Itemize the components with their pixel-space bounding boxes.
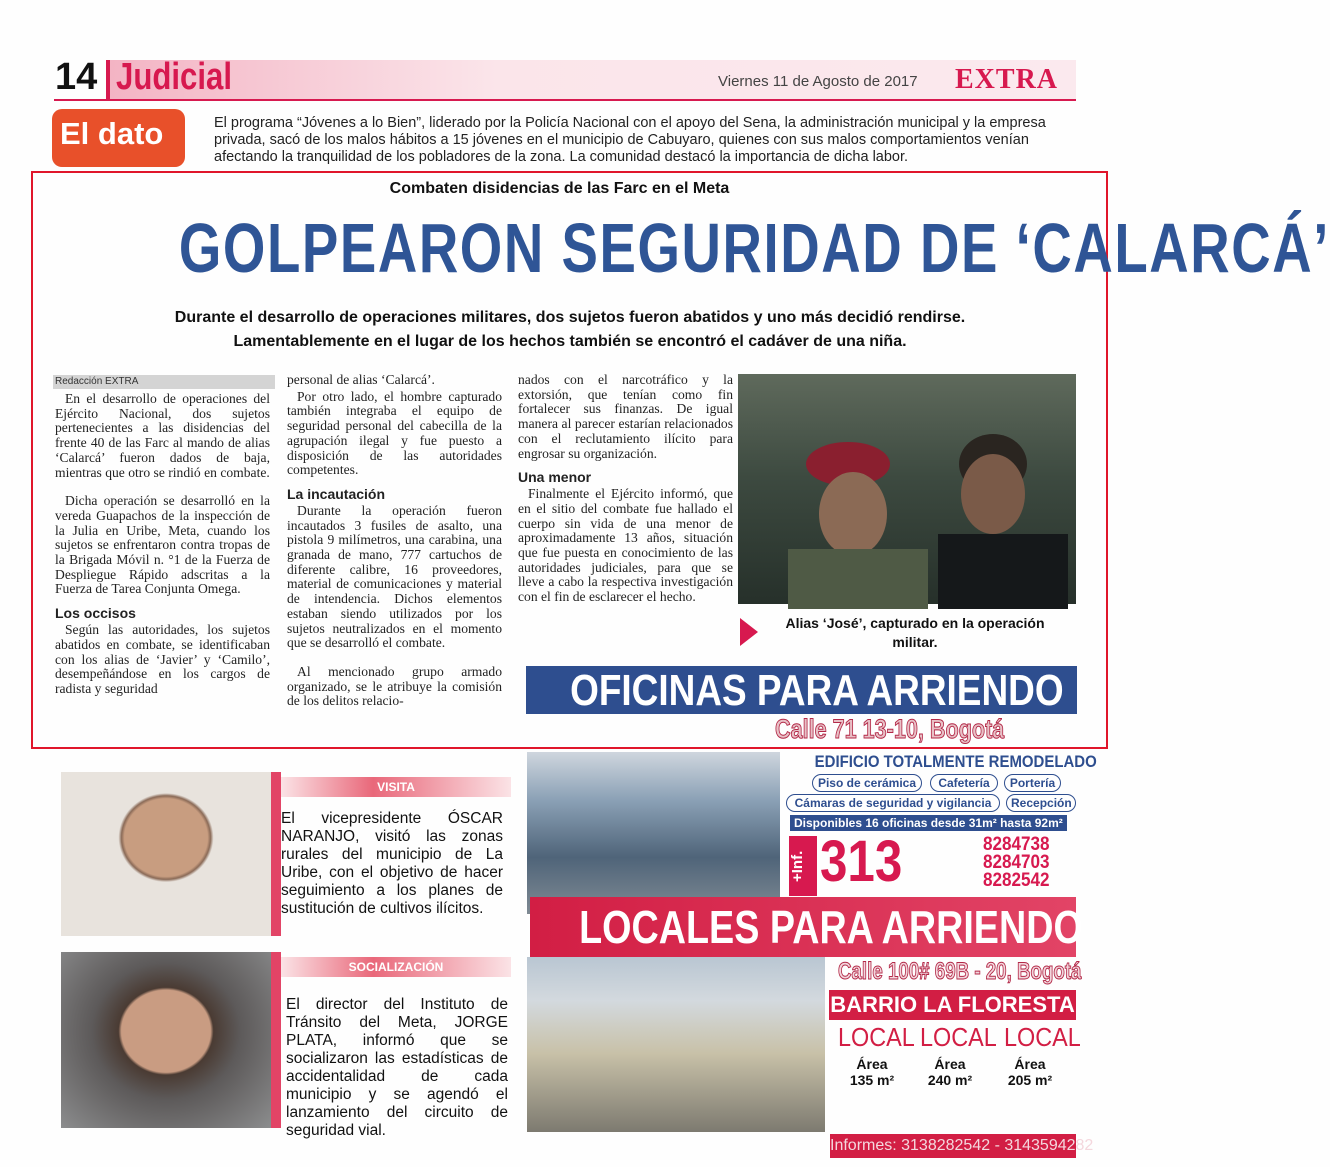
issue-date: Viernes 11 de Agosto de 2017	[718, 73, 918, 90]
dato-label: El dato	[60, 116, 164, 151]
brief-text: El director del Instituto de Tránsito del Meta, JORGE PLATA, informó que se socializaron las estadísticas de accidentalidad de cada municipio y se agendó el lanzamiento del circuito de seguridad vial.	[286, 996, 508, 1139]
photo-caption: Alias ‘José’, capturado en la operación militar.	[785, 615, 1045, 650]
locales-ad-title: LOCALES PARA ARRIENDO	[579, 901, 1083, 953]
jorge-plata-photo	[61, 952, 271, 1128]
article-lead	[90, 306, 1050, 354]
local-label: LOCAL	[1004, 1022, 1081, 1052]
locales-building-photo	[527, 957, 825, 1132]
article-column-3	[518, 373, 733, 619]
subheading: Una menor	[518, 469, 592, 486]
brief-text: El vicepresidente ÓSCAR NARANJO, visitó las zonas rurales del municipio de La Uribe, con el objetivo de hacer seguimiento a los planes de sustitución de cultivos ilícitos.	[281, 810, 503, 917]
offices-ad-title: OFICINAS PARA ARRIENDO	[570, 666, 1064, 715]
offices-ad-subtitle: EDIFICIO TOTALMENTE REMODELADO	[814, 752, 1097, 771]
area-value: 135 m²	[849, 1072, 895, 1088]
paragraph: Al mencionado grupo armado organizado, se le atribuye la comisión de los delitos relacio-	[287, 663, 502, 709]
paragraph: personal de alias ‘Calarcá’.	[287, 372, 435, 387]
caption-arrow-icon	[740, 618, 758, 646]
area-value: 240 m²	[927, 1072, 973, 1088]
article-kicker: Combaten disidencias de las Farc en el Meta	[389, 180, 730, 197]
byline: Redacción EXTRA	[53, 375, 275, 389]
area-label: Área	[1014, 1056, 1046, 1072]
locales-info: Informes: 3138282542 - 3143594282	[830, 1134, 1076, 1158]
phone-number: 8282542	[983, 870, 1050, 891]
feature-pill: Recepción	[1006, 794, 1076, 812]
locales-ad-address: Calle 100# 69B - 20, Bogotá	[838, 958, 1082, 985]
feature-pill: Cafetería	[930, 774, 998, 792]
area-label: Área	[934, 1056, 966, 1072]
feature-pill: Piso de cerámica	[812, 774, 922, 792]
local-area	[990, 1056, 1070, 1088]
dato-text: El programa “Jóvenes a lo Bien”, liderado por la Policía Nacional con el apoyo del Sena, la administración municipal y la empresa privada, sacó de los malos hábitos a 15 jóvenes en el municipio de Cabuyaro, quienes con sus malos comportamientos venían afectando la tranquilidad de los pobladores de la zona. La comunidad destacó la importancia de dicha labor.	[214, 115, 1046, 165]
article-column-1	[55, 392, 270, 711]
local-label: LOCAL	[920, 1022, 997, 1052]
area-label: Área	[856, 1056, 888, 1072]
brief-accent-bar	[271, 952, 281, 1128]
section-title: Judicial	[116, 56, 233, 98]
local-area	[910, 1056, 990, 1088]
feature-pill: Portería	[1004, 774, 1061, 792]
newspaper-logo: EXTRA	[955, 64, 1059, 95]
phone-number: 8284738	[983, 834, 1050, 855]
feature-pill: Cámaras de seguridad y vigilancia	[786, 794, 1000, 812]
lead-line-1: Durante el desarrollo de operaciones militares, dos sujetos fueron abatidos y uno más decidió rendirse.	[174, 309, 966, 326]
article-headline: GOLPEARON SEGURIDAD DE ‘CALARCÁ’	[178, 209, 1330, 287]
phone-number: 8284703	[983, 852, 1050, 873]
lead-line-2: Lamentablemente en el lugar de los hechos también se encontró el cadáver de una niña.	[233, 333, 907, 350]
paragraph: Finalmente el Ejército informó, que en el sitio del combate fue hallado el cuerpo sin vida de una menor de aproximadamente 13 años, situación que fue puesta en conocimiento de las autoridades judiciales, para que se lleve a cabo la respectiva investigación con el fin de esclarecer el hecho.	[518, 486, 733, 605]
brief-accent-bar	[271, 772, 281, 936]
soldiers-photo	[738, 374, 1076, 604]
brief-tag: SOCIALIZACIÓN	[281, 957, 511, 977]
header-rule	[54, 99, 1076, 101]
phone-numbers	[983, 836, 1050, 890]
soldiers-illustration	[738, 374, 1076, 604]
article-column-2	[287, 373, 502, 723]
area-value: 205 m²	[1007, 1072, 1053, 1088]
phone-prefix: 313	[820, 829, 903, 894]
local-area	[832, 1056, 912, 1088]
paragraph: Dicha operación se desarrolló en la vereda Guapachos de la inspección de la Julia en Uribe, Meta, cuando los sujetos se enfrentaron contra tropas de la Brigada Móvil n. °1 de la Fuerza de Despliegue Rápido adscritas a la Fuerza de Tarea Conjunta Omega.	[55, 493, 270, 597]
subheading: Los occisos	[55, 605, 136, 622]
paragraph: Por otro lado, el hombre capturado también integraba el equipo de seguridad personal del cabecilla de la agrupación ilegal y fue puesto a disposición de las autoridades competentes.	[287, 388, 502, 478]
paragraph: nados con el narcotráfico y la extorsión, que tenían como fin fortalecer sus finanzas. De igual manera al parecer estarían relacionados con el reclutamiento ilícito para engrosar su organización.	[518, 372, 733, 461]
page-number: 14	[55, 56, 98, 98]
paragraph: Según las autoridades, los sujetos abatidos en combate, se identificaban con los alias de ‘Javier’ y ‘Camilo’, desempeñándose en los cargos de radista y seguridad	[55, 622, 270, 696]
section-header-bar	[106, 60, 1076, 100]
brief-tag: VISITA	[281, 777, 511, 797]
offices-availability: Disponibles 16 oficinas desde 31m² hasta 92m²	[790, 815, 1067, 831]
subheading: La incautación	[287, 485, 386, 502]
info-tag: +Inf.	[789, 836, 817, 896]
oscar-naranjo-photo	[61, 772, 271, 936]
paragraph: En el desarrollo de operaciones del Ejército Nacional, dos sujetos pertenecientes a las disidencias del frente 40 de las Farc al mando de alias ‘Calarcá’ fueron dados de baja, mientras que otro se rindió en combate.	[55, 391, 270, 480]
paragraph: Durante la operación fueron incautados 3 fusiles de asalto, una pistola 9 milímetros, una carabina, una granada de mano, 777 cartuchos de diferente calibre, 16 proveedores, material de comunicaciones y material de intendencia. Dichos elementos estaban siendo utilizados por los sujetos neutralizados en el momento que se desarrolló el combate.	[287, 502, 502, 651]
locales-barrio: BARRIO LA FLORESTA	[829, 990, 1076, 1020]
office-building-photo	[527, 752, 780, 914]
offices-ad-address: Calle 71 13-10, Bogotá	[775, 714, 1005, 744]
local-label: LOCAL	[838, 1022, 915, 1052]
